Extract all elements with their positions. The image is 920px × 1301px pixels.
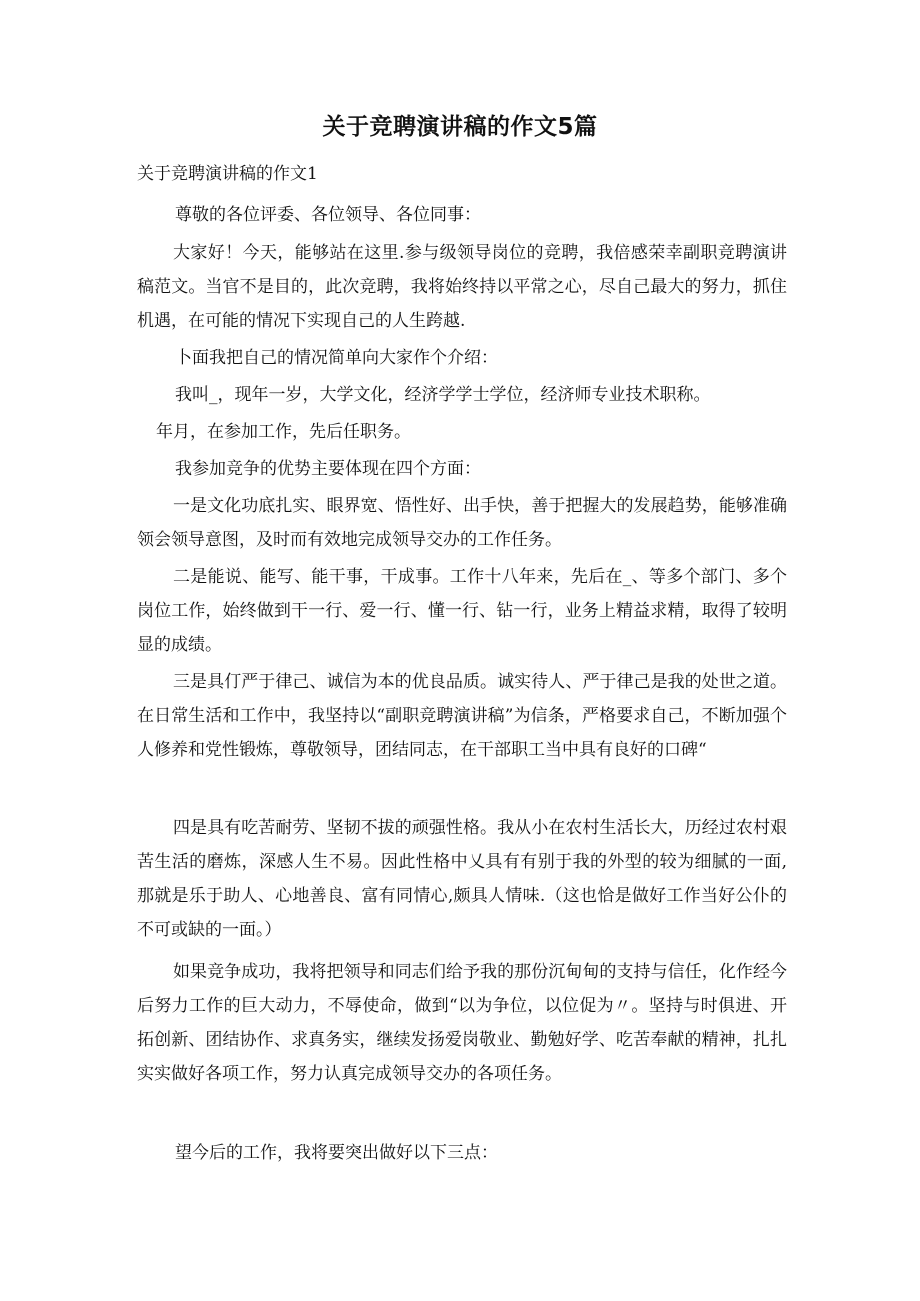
paragraph-future-lead: 望今后的工作，我将要突出做好以下三点： [175,1143,498,1163]
paragraph-advantage-2: 二是能说、能写、能干事，干成事。工作十八年来，先后在_、等多个部门、多个岗位工作，始终做到干一行、爱一行、懂一行、钻一行，业务上精益求精，取得了较明显的成绩。 [137,567,787,655]
paragraph-name-info: 我叫_，现年一岁，大学文化，经济学学士学位，经济师专业技术职称。 [175,385,711,405]
paragraph-commitment: 如果竞争成功，我将把领导和同志们给予我的那份沉甸甸的支持与信任，化作经今后努力工作的巨大动力，不辱使命，做到“以为争位，以位促为〃。坚持与时俱进、开拓创新、团结协作、求真务实，继续发扬爱岗敬业、勤勉好学、吃苦奉献的精神，扎扎实实做好各项工作，努力认真完成领导交办的各项任务。 [137,962,787,1084]
paragraph-advantage-1: 一是文化功底扎实、眼界宽、悟性好、出手快，善于把握大的发展趋势，能够准确领会领导意图，及时而有效地完成领导交办的工作任务。 [137,496,787,550]
paragraph-advantage-4: 四是具有吃苦耐劳、坚韧不拔的顽强性格。我从小在农村生活长大，历经过农村艰苦生活的磨炼，深感人生不易。因此性格中乂具有有别于我的外型的较为细腻的一面,那就是乐于助人、心地善良、富有同情心,颇具人情味.（这也恰是做好工作当好公仆的不可或缺的一面。） [137,818,787,940]
paragraph-advantages-lead: 我参加竞争的优势主要体现在四个方面： [175,459,481,479]
paragraph-greeting: 尊敬的各位评委、各位领导、各位同事： [175,205,481,225]
paragraph-intro: 大家好！今天，能够站在这里.参与级领导岗位的竞聘，我倍感荣幸副职竞聘演讲稿范文。当官不是目的，此次竞聘，我将始终持以平常之心，尽自己最大的努力，抓住机遇，在可能的情况下实现自己的人生跨越. [137,243,787,331]
paragraph-advantage-3: 三是具仃严于律己、诚信为本的优良品质。诚实待人、严于律己是我的处世之道。在日常生活和工作中，我坚持以“副职竞聘演讲稿”为信条，严格要求自己，不断加强个人修养和党性锻炼，尊敬领导，团结同志，在干部职工当中具有良好的口碑“ [137,672,787,760]
section-heading: 关于竞聘演讲稿的作文1 [137,164,318,184]
document-title: 关于竞聘演讲稿的作文5篇 [322,114,598,140]
paragraph-work-history: 年月，在参加工作，先后任职务。 [156,422,411,442]
paragraph-self-intro-lead: 卜面我把自己的情况简单向大家作个介绍： [175,348,498,368]
